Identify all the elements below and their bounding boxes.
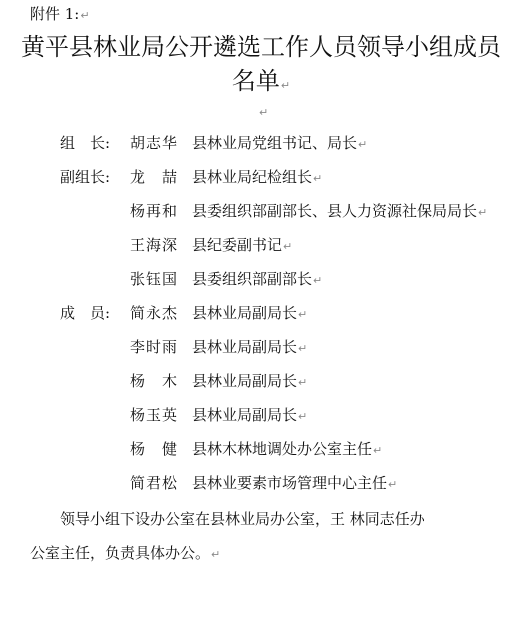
paragraph-mark-icon: ↵	[373, 444, 383, 457]
member-role: 成 员:	[60, 304, 111, 322]
attachment-label	[30, 4, 90, 26]
member-duty	[192, 336, 307, 360]
member-duty-text: 县委组织部副部长	[192, 270, 313, 288]
member-role: 副组长:	[60, 168, 111, 186]
paragraph-mark-icon: ↵	[298, 308, 308, 321]
member-duty-text: 县林业局副局长	[192, 406, 298, 424]
title-line-2-text: 名单	[231, 67, 280, 95]
member-duty	[192, 370, 307, 394]
member-duty	[192, 268, 322, 292]
member-duty	[192, 132, 367, 156]
paragraph-mark-icon: ↵	[388, 478, 398, 491]
member-duty	[192, 302, 307, 326]
member-duty	[192, 166, 322, 190]
document-title	[0, 30, 522, 103]
member-name: 龙 喆	[130, 168, 179, 186]
member-name: 简永杰	[130, 304, 179, 322]
member-duty	[192, 472, 397, 496]
member-role: 组 长:	[60, 134, 111, 152]
member-name: 杨再和	[130, 202, 179, 220]
member-duty-text: 县林业局副局长	[192, 304, 298, 322]
member-name: 杨玉英	[130, 406, 179, 424]
note-line-2-text: 公室主任，负责具体办公。	[30, 544, 211, 562]
paragraph-mark-icon: ↵	[283, 240, 293, 253]
member-name: 胡志华	[130, 134, 179, 152]
member-duty-text: 县纪委副书记	[192, 236, 283, 254]
member-name: 李时雨	[130, 338, 179, 356]
paragraph-mark-icon: ↵	[358, 138, 368, 151]
member-duty-text: 县林木林地调处办公室主任	[192, 440, 373, 458]
paragraph-mark-icon: ↵	[298, 376, 308, 389]
member-name: 杨 健	[130, 440, 179, 458]
member-duty-text: 县林业局纪检组长	[192, 168, 313, 186]
member-duty	[192, 438, 382, 462]
note-line-2	[30, 542, 220, 566]
paragraph-mark-icon: ↵	[478, 206, 488, 219]
paragraph-mark-icon: ↵	[298, 342, 308, 355]
attachment-text: 附件 1:	[30, 5, 80, 23]
member-duty-text: 县林业局副局长	[192, 338, 298, 356]
member-duty-text: 县林业局副局长	[192, 372, 298, 390]
member-duty	[192, 234, 292, 258]
member-duty-text: 县林业要素市场管理中心主任	[192, 474, 388, 492]
title-line-2	[0, 64, 522, 103]
paragraph-mark-icon: ↵	[211, 548, 221, 561]
paragraph-mark-icon: ↵	[298, 410, 308, 423]
paragraph-mark-icon: ↵	[80, 9, 90, 22]
member-duty-text: 县林业局党组书记、局长	[192, 134, 358, 152]
member-name: 简君松	[130, 474, 179, 492]
member-duty	[192, 404, 307, 428]
member-duty	[192, 200, 487, 224]
title-line-1: 黄平县林业局公开遴选工作人员领导小组成员	[21, 33, 501, 61]
paragraph-mark-icon: ↵	[259, 106, 269, 119]
note-line-1: 领导小组下设办公室在县林业局办公室，王 林同志任办	[60, 510, 425, 528]
paragraph-mark-icon: ↵	[280, 79, 291, 92]
member-name: 杨 木	[130, 372, 179, 390]
paragraph-mark-icon: ↵	[313, 172, 323, 185]
paragraph-mark-icon: ↵	[313, 274, 323, 287]
member-duty-text: 县委组织部副部长、县人力资源社保局局长	[192, 202, 478, 220]
member-name: 张钰国	[130, 270, 179, 288]
member-name: 王海深	[130, 236, 179, 254]
